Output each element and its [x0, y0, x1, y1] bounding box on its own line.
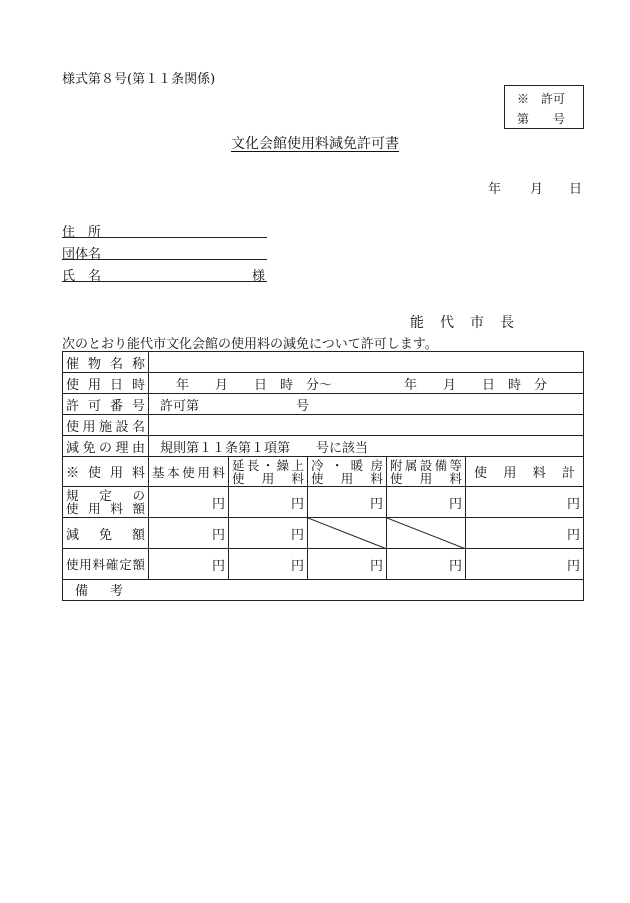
final-equipment[interactable]: 円 [387, 549, 466, 580]
remarks-area[interactable] [63, 580, 584, 601]
hvac-bottom: 使用料 [311, 470, 383, 486]
honorific: 様 [251, 269, 265, 284]
final-basic[interactable]: 円 [149, 549, 229, 580]
prescribed-extension[interactable]: 円 [229, 487, 308, 518]
final-total[interactable]: 円 [466, 549, 584, 580]
row-event-name [63, 352, 584, 373]
facility-label: 使用施設名 [63, 415, 149, 436]
final-extension[interactable]: 円 [229, 549, 308, 580]
fee-header-hvac [308, 457, 387, 487]
date-year: 年 [488, 182, 502, 197]
document-title [0, 133, 630, 153]
fee-header-equipment [387, 457, 466, 487]
row-permit-number [63, 394, 584, 415]
datetime-from: 年 月 日 時 分～ [176, 377, 333, 393]
prescribed-label-top: 規定の [66, 488, 145, 503]
hvac-top: 冷・暖房 [311, 457, 383, 473]
diagonal-strike-hvac [308, 518, 387, 549]
address-field[interactable] [62, 221, 267, 238]
extension-bottom: 使用料 [232, 470, 304, 486]
reduction-hvac-na [308, 518, 387, 549]
intro-text: 次のとおり能代市文化会館の使用料の減免について許可します。 [62, 337, 438, 352]
date-day: 日 [569, 182, 583, 197]
fee-row-final [63, 549, 584, 580]
facility-value[interactable] [149, 415, 584, 436]
group-label: 団体名 [62, 247, 102, 262]
fee-header-label: ※使用料 [63, 457, 149, 487]
prescribed-total[interactable]: 円 [466, 487, 584, 518]
prescribed-hvac[interactable]: 円 [308, 487, 387, 518]
address-label: 住 所 [62, 225, 102, 240]
remarks-label: 備考 [75, 584, 146, 599]
row-use-datetime [63, 373, 584, 394]
issuer: 能代市長 [410, 315, 530, 331]
fee-header-row [63, 457, 584, 487]
fee-header-total: 使用料計 [466, 457, 584, 487]
prescribed-basic[interactable]: 円 [149, 487, 229, 518]
fee-row-reduction [63, 518, 584, 549]
permit-number-value[interactable] [149, 394, 584, 415]
row-facility [63, 415, 584, 436]
reduction-basic[interactable]: 円 [149, 518, 229, 549]
reduction-total[interactable]: 円 [466, 518, 584, 549]
final-hvac[interactable]: 円 [308, 549, 387, 580]
row-reason [63, 436, 584, 457]
diagonal-strike-equipment [387, 518, 466, 549]
prescribed-label-bottom: 使用料額 [66, 501, 145, 516]
row-remarks [63, 580, 584, 601]
name-field[interactable] [62, 265, 267, 282]
event-name-value[interactable] [149, 352, 584, 373]
event-name-label: 催物名称 [63, 352, 149, 373]
reduction-extension[interactable]: 円 [229, 518, 308, 549]
reason-value[interactable] [149, 436, 584, 457]
permit-prefix: 許可第 [160, 398, 200, 414]
reason-text: 規則第１１条第１項第 号に該当 [160, 440, 369, 456]
fee-header-basic: 基本使用料 [149, 457, 229, 487]
reason-label: 減免の理由 [63, 436, 149, 457]
prescribed-label [63, 487, 149, 518]
equipment-top: 附属設備等 [390, 457, 462, 473]
form-number: 様式第８号(第１１条関係) [62, 72, 216, 87]
permit-number-label: 許可番号 [63, 394, 149, 415]
permit-table [62, 351, 584, 601]
permit-stamp-box [504, 85, 584, 129]
stamp-line-number: 第 号 [517, 112, 566, 126]
reduction-label: 減免額 [63, 518, 149, 549]
prescribed-equipment[interactable]: 円 [387, 487, 466, 518]
fee-header-extension [229, 457, 308, 487]
datetime-to: 年 月 日 時 分 [404, 377, 548, 393]
date-month: 月 [530, 182, 544, 197]
fee-row-prescribed [63, 487, 584, 518]
use-datetime-label: 使用日時 [63, 373, 149, 394]
equipment-bottom: 使用料 [390, 470, 462, 486]
name-label: 氏 名 [62, 269, 102, 284]
use-datetime-value[interactable] [149, 373, 584, 394]
reduction-equipment-na [387, 518, 466, 549]
group-field[interactable] [62, 243, 267, 260]
extension-top: 延長・繰上 [232, 457, 304, 473]
document-title-text: 文化会館使用料減免許可書 [231, 136, 399, 152]
final-label: 使用料確定額 [63, 549, 149, 580]
permit-suffix: 号 [296, 398, 310, 414]
stamp-line-permit: ※ 許可 [517, 92, 566, 106]
